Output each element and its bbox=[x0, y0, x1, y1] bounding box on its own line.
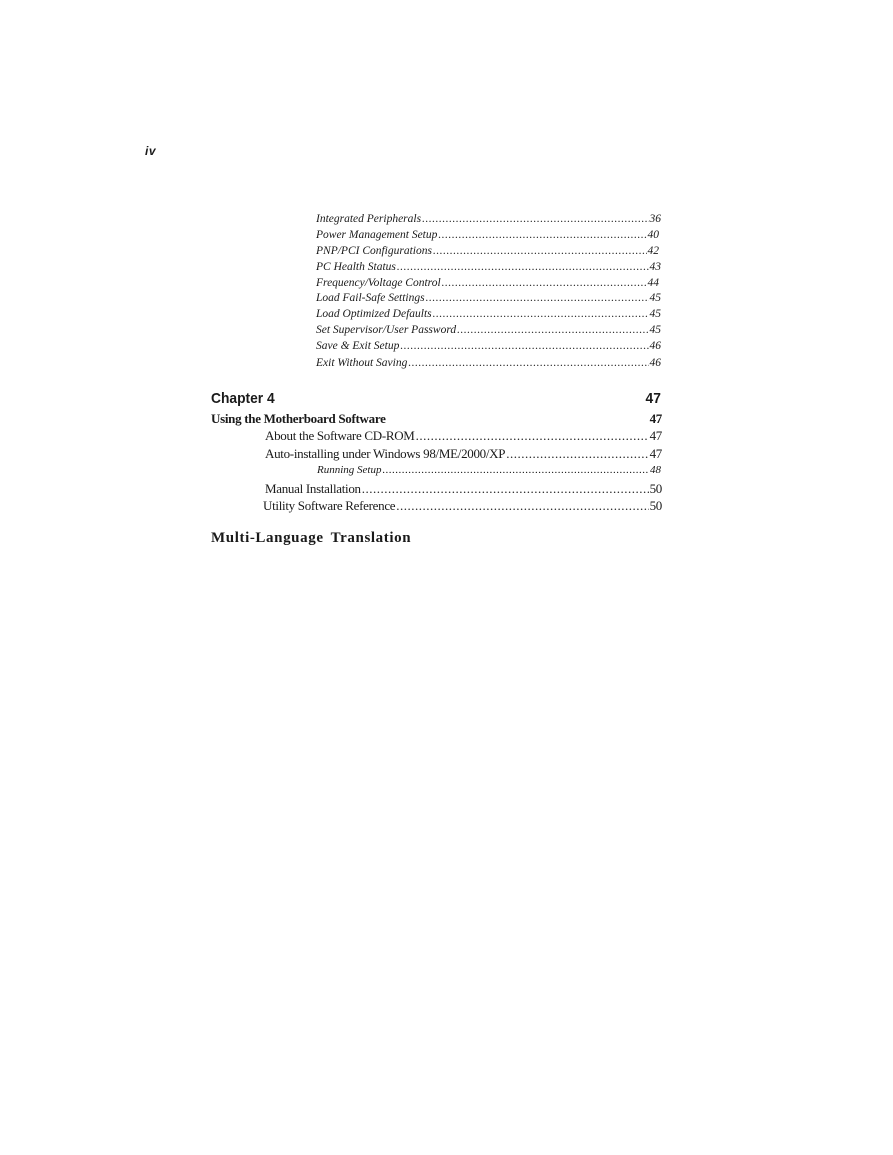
toc-entry-page: 42 bbox=[647, 245, 659, 257]
chapter-4-heading[interactable] bbox=[211, 390, 661, 407]
toc-entry-label: PC Health Status bbox=[316, 261, 396, 273]
toc-entry-load-optimized-defaults[interactable] bbox=[316, 308, 661, 324]
toc-entry-label: Power Management Setup bbox=[316, 229, 438, 241]
toc-entry-label: Utility Software Reference bbox=[263, 498, 396, 513]
toc-entry-page: 43 bbox=[649, 261, 661, 273]
dot-leader bbox=[396, 498, 648, 514]
toc-entry-label: Frequency/Voltage Control bbox=[316, 277, 441, 289]
toc-entry-integrated-peripherals[interactable] bbox=[316, 213, 661, 229]
toc-entry-page: 50 bbox=[649, 498, 662, 513]
toc-entry-page: 50 bbox=[649, 481, 662, 496]
toc-entry-label: Load Fail-Safe Settings bbox=[316, 292, 425, 304]
toc-entry-label: PNP/PCI Configurations bbox=[316, 245, 432, 257]
chapter-page: 47 bbox=[645, 390, 661, 407]
toc-entry-auto-installing[interactable] bbox=[265, 446, 662, 462]
dot-leader bbox=[426, 292, 649, 304]
toc-entry-label: Exit Without Saving bbox=[316, 357, 408, 369]
dot-leader bbox=[408, 357, 648, 369]
toc-entry-page: 46 bbox=[649, 340, 661, 352]
dot-leader bbox=[362, 481, 649, 497]
toc-entry-page: 45 bbox=[649, 292, 661, 304]
toc-entry-save-exit-setup[interactable] bbox=[316, 340, 661, 356]
toc-entry-exit-without-saving[interactable] bbox=[316, 357, 661, 373]
toc-entry-about-software-cd-rom[interactable] bbox=[265, 428, 662, 444]
toc-entry-page: 45 bbox=[649, 324, 661, 336]
toc-entry-label: Save & Exit Setup bbox=[316, 340, 400, 352]
section-heading-motherboard-software[interactable] bbox=[211, 411, 662, 427]
toc-entry-frequency-voltage-control[interactable] bbox=[316, 277, 659, 293]
toc-entry-running-setup[interactable] bbox=[317, 464, 661, 480]
toc-entry-label: Load Optimized Defaults bbox=[316, 308, 432, 320]
section-page: 47 bbox=[649, 411, 662, 426]
section-title: Using the Motherboard Software bbox=[211, 411, 386, 426]
toc-entry-label: Running Setup bbox=[317, 464, 382, 476]
toc-entry-page: 46 bbox=[649, 357, 661, 369]
toc-entry-page: 36 bbox=[649, 213, 661, 225]
dot-leader bbox=[397, 261, 649, 273]
page-number: iv bbox=[145, 144, 157, 158]
dot-leader bbox=[433, 245, 647, 257]
dot-leader bbox=[400, 340, 648, 352]
dot-leader bbox=[438, 229, 646, 241]
toc-entry-set-supervisor-user-password[interactable] bbox=[316, 324, 661, 340]
toc-entry-page: 47 bbox=[649, 446, 662, 461]
toc-entry-label: Manual Installation bbox=[265, 481, 361, 496]
dot-leader bbox=[506, 446, 648, 462]
dot-leader bbox=[422, 213, 648, 225]
toc-entry-label: About the Software CD-ROM bbox=[265, 428, 415, 443]
toc-entry-label: Auto-installing under Windows 98/ME/2000/XP bbox=[265, 446, 506, 461]
toc-entry-page: 44 bbox=[647, 277, 659, 289]
dot-leader bbox=[442, 277, 647, 289]
multi-language-translation-heading[interactable]: Multi-Language Translation bbox=[211, 530, 412, 546]
toc-entry-page: 48 bbox=[650, 464, 661, 476]
toc-entry-label: Set Supervisor/User Password bbox=[316, 324, 457, 336]
toc-entry-label: Integrated Peripherals bbox=[316, 213, 422, 225]
dot-leader bbox=[382, 464, 649, 476]
dot-leader bbox=[416, 428, 649, 444]
toc-entry-load-fail-safe-settings[interactable] bbox=[316, 292, 661, 308]
toc-entry-pc-health-status[interactable] bbox=[316, 261, 661, 277]
dot-leader bbox=[433, 308, 649, 320]
toc-entry-power-management-setup[interactable] bbox=[316, 229, 659, 245]
toc-entry-page: 47 bbox=[649, 428, 662, 443]
chapter-title: Chapter 4 bbox=[211, 390, 275, 407]
toc-entry-page: 40 bbox=[647, 229, 659, 241]
dot-leader bbox=[457, 324, 648, 336]
toc-entry-page: 45 bbox=[649, 308, 661, 320]
toc-entry-utility-software-reference[interactable] bbox=[263, 498, 662, 514]
toc-entry-manual-installation[interactable] bbox=[265, 481, 662, 497]
toc-entry-pnp-pci-configurations[interactable] bbox=[316, 245, 659, 261]
